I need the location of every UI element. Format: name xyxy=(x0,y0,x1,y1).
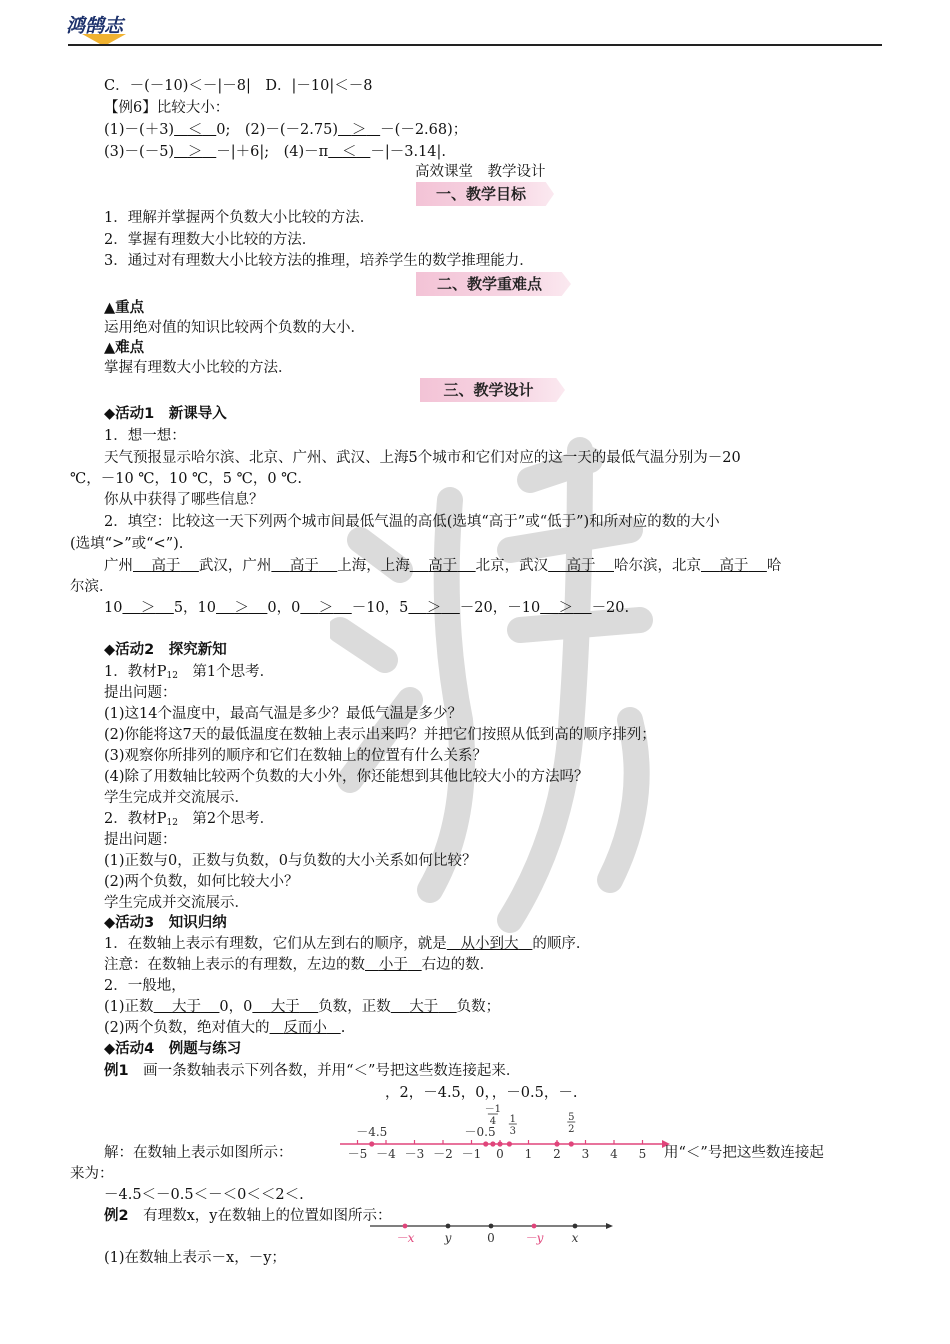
text-line: (1)正数与0，正数与负数，0与负数的大小关系如何比较？ xyxy=(104,853,477,869)
point xyxy=(446,1224,451,1229)
answer-blank: ＞ xyxy=(558,600,574,616)
answer-blank: 从小到大 xyxy=(460,936,519,952)
activity-1-title: ◆活动1 新课导入 xyxy=(104,406,227,422)
answer-blank: 大于 xyxy=(171,999,201,1015)
point xyxy=(490,1141,495,1146)
answer-blank: ＞ xyxy=(234,600,249,616)
answer-blank: 高于 xyxy=(289,558,319,574)
point-label: y xyxy=(444,1231,452,1245)
option-line: C．－(－10)＜－|－8| D．|－10|＜－8 xyxy=(104,78,373,94)
answer-blank: ＜ xyxy=(342,144,357,160)
watermark xyxy=(330,420,690,960)
point xyxy=(403,1224,408,1229)
point xyxy=(507,1141,512,1146)
answer-blank: ＞ xyxy=(187,144,203,160)
example6-title: 【例6】比较大小： xyxy=(104,100,230,116)
text-line: (选填“>”或“<”). xyxy=(70,536,184,552)
activity-2-title: ◆活动2 探究新知 xyxy=(104,642,227,658)
header-rule xyxy=(68,44,882,46)
text-line: 2．一般地， xyxy=(104,978,186,994)
text-line: 2．填空：比较这一天下列两个城市间最低气温的高低(选填“高于”或“低于”)和所对应的数的大小 xyxy=(104,514,720,530)
point xyxy=(532,1224,537,1229)
keypoint-heading: ▲重点 xyxy=(104,300,145,316)
text-line: 注意：在数轴上表示的有理数，左边的数 小于 右边的数． xyxy=(104,957,495,973)
point-label: 1 xyxy=(509,1114,517,1125)
point xyxy=(483,1141,488,1146)
logo-icon xyxy=(64,10,144,46)
text-line: 2．教材$P_{12}$ 第2个思考． xyxy=(104,811,275,828)
answer-blank: 高于 xyxy=(719,558,749,574)
text-line: 1．教材$P_{12}$ 第1个思考． xyxy=(104,664,275,681)
tick-label: －1 xyxy=(461,1147,482,1161)
example6-line1: (1)－(＋3) ＜ 0; (2)－(－2.75) ＞ －(－2.68)； xyxy=(104,122,468,138)
text-line: (2)你能将这7天的最低温度在数轴上表示出来吗？并把它们按照从低到高的顺序排列； xyxy=(104,727,656,743)
text-line: 1．在数轴上表示有理数，它们从左到右的顺序，就是 从小到大 的顺序． xyxy=(104,936,591,952)
tick-label: 2 xyxy=(553,1147,561,1161)
activity-3-title: ◆活动3 知识归纳 xyxy=(104,915,227,931)
answer-blank: ＞ xyxy=(140,600,156,616)
text-line: 尔滨． xyxy=(70,579,114,595)
text-line: 学生完成并交流展示． xyxy=(104,790,249,806)
point-label: －y xyxy=(524,1231,544,1245)
tick-label: 1 xyxy=(524,1147,533,1161)
goal-2: 2．掌握有理数大小比较的方法． xyxy=(104,232,317,248)
point xyxy=(554,1141,559,1146)
text: (1)－(＋3) xyxy=(104,122,175,138)
point-label: 0 xyxy=(487,1231,495,1245)
point xyxy=(489,1224,494,1229)
point xyxy=(573,1224,578,1229)
tick-label: －5 xyxy=(347,1147,368,1161)
answer-blank: 小于 xyxy=(378,957,408,973)
text-line: (3)观察你所排列的顺序和它们在数轴上的位置有什么关系？ xyxy=(104,748,488,764)
text-line: 提出问题： xyxy=(104,685,177,701)
answer-blank: 高于 xyxy=(428,558,458,574)
tick-label: 5 xyxy=(638,1147,647,1161)
goal-3: 3．通过对有理数大小比较方法的推理，培养学生的数学推理能力． xyxy=(104,253,534,269)
keypoint-text: 运用绝对值的知识比较两个负数的大小． xyxy=(104,320,365,336)
text-line: 天气预报显示哈尔滨、北京、广州、武汉、上海5个城市和它们对应的这一天的最低气温分别为－20 xyxy=(104,450,741,466)
point xyxy=(569,1141,574,1146)
example6-line2: (3)－(－5) ＞ －|＋6|; (4)－π ＜ －|－3.14|. xyxy=(104,144,447,160)
axis-arrow xyxy=(606,1223,613,1229)
text-line: (2)两个负数，如何比较大小？ xyxy=(104,874,299,890)
answer-blank: 高于 xyxy=(566,558,596,574)
point-label: 5 xyxy=(568,1112,575,1123)
answer-blank: 高于 xyxy=(151,558,181,574)
goal-1: 1．理解并掌握两个负数大小比较的方法． xyxy=(104,210,375,226)
tick-label: －3 xyxy=(404,1147,425,1161)
tick-label: －2 xyxy=(433,1147,453,1161)
point-label: 4 xyxy=(489,1116,497,1127)
text-line: －4.5＜－0.5＜－＜0＜＜2＜. xyxy=(104,1187,304,1203)
answer-blank: 反而小 xyxy=(283,1020,327,1036)
answer-blank: 大于 xyxy=(409,999,439,1015)
point-label: x xyxy=(571,1231,579,1245)
text-line: 提出问题： xyxy=(104,832,177,848)
difficulty-text: 掌握有理数大小比较的方法． xyxy=(104,360,293,376)
answer-blank: ＞ xyxy=(318,600,334,616)
text-line: (2)两个负数，绝对值大的 反而小 . xyxy=(104,1020,346,1036)
banner-goals: 一、教学目标 xyxy=(416,182,554,206)
text-line: 学生完成并交流展示． xyxy=(104,895,249,911)
text-line: 来为： xyxy=(70,1166,114,1182)
banner-design: 三、教学设计 xyxy=(420,378,565,402)
svg-text:鸿鹄志: 鸿鹄志 xyxy=(66,15,124,37)
point-label: 3 xyxy=(509,1126,517,1137)
tick-label: 4 xyxy=(610,1147,618,1161)
example-2: 例2 有理数x，y在数轴上的位置如图所示： xyxy=(104,1208,392,1224)
point-label: －0.5 xyxy=(464,1125,496,1139)
fill-in-line: 广州 高于 武汉，广州 高于 上海，上海 高于 北京，武汉 高于 哈尔滨，北京 高于 哈 xyxy=(104,558,782,574)
example-1: 例1 画一条数轴表示下列各数，并用“＜”号把这些数连接起来． xyxy=(104,1063,521,1079)
text-line: (1)正数 大于 0，0 大于 负数，正数 大于 负数； xyxy=(104,999,501,1015)
tick-label: －4 xyxy=(376,1147,396,1161)
tick-label: 3 xyxy=(581,1147,590,1161)
point-label: 2 xyxy=(568,1124,575,1135)
point-label: －4.5 xyxy=(356,1125,388,1139)
point-label: －1 xyxy=(484,1104,502,1115)
answer-blank: 大于 xyxy=(270,999,300,1015)
text-line: 用“＜”号把这些数连接起 xyxy=(664,1145,824,1161)
point xyxy=(497,1141,502,1146)
activity-4-title: ◆活动4 例题与练习 xyxy=(104,1041,242,1057)
point-label: －x xyxy=(395,1231,415,1245)
answer-blank: ＞ xyxy=(426,600,442,616)
fill-in-line: 10 ＞ 5，10 ＞ 0，0 ＞ －10，5 ＞ －20，－10 ＞ －20. xyxy=(104,600,630,616)
number-line-1 xyxy=(340,1100,670,1166)
text-line: (4)除了用数轴比较两个负数的大小外，你还能想到其他比较大小的方法吗？ xyxy=(104,769,589,785)
point xyxy=(369,1141,374,1146)
example-1-numbers: ，2，－4.5，0，，－0.5，－. xyxy=(385,1085,578,1101)
tick-label: 0 xyxy=(496,1147,504,1161)
answer-blank: ＜ xyxy=(187,122,203,138)
text-line: 解：在数轴上表示如图所示： xyxy=(104,1145,293,1161)
section-caption: 高效课堂 教学设计 xyxy=(415,164,546,180)
banner-keypoints: 二、教学重难点 xyxy=(416,272,571,296)
number-line-2 xyxy=(370,1218,615,1248)
text-line: 1．想一想： xyxy=(104,428,186,444)
text-line: (1)这14个温度中，最高气温是多少？最低气温是多少？ xyxy=(104,706,462,722)
text-line: ℃，－10 ℃，10 ℃，5 ℃，0 ℃. xyxy=(70,471,302,487)
answer-blank: ＞ xyxy=(351,122,367,138)
text-line: (1)在数轴上表示－x，－y； xyxy=(104,1250,286,1266)
text-line: 你从中获得了哪些信息？ xyxy=(104,492,264,508)
difficulty-heading: ▲难点 xyxy=(104,340,145,356)
